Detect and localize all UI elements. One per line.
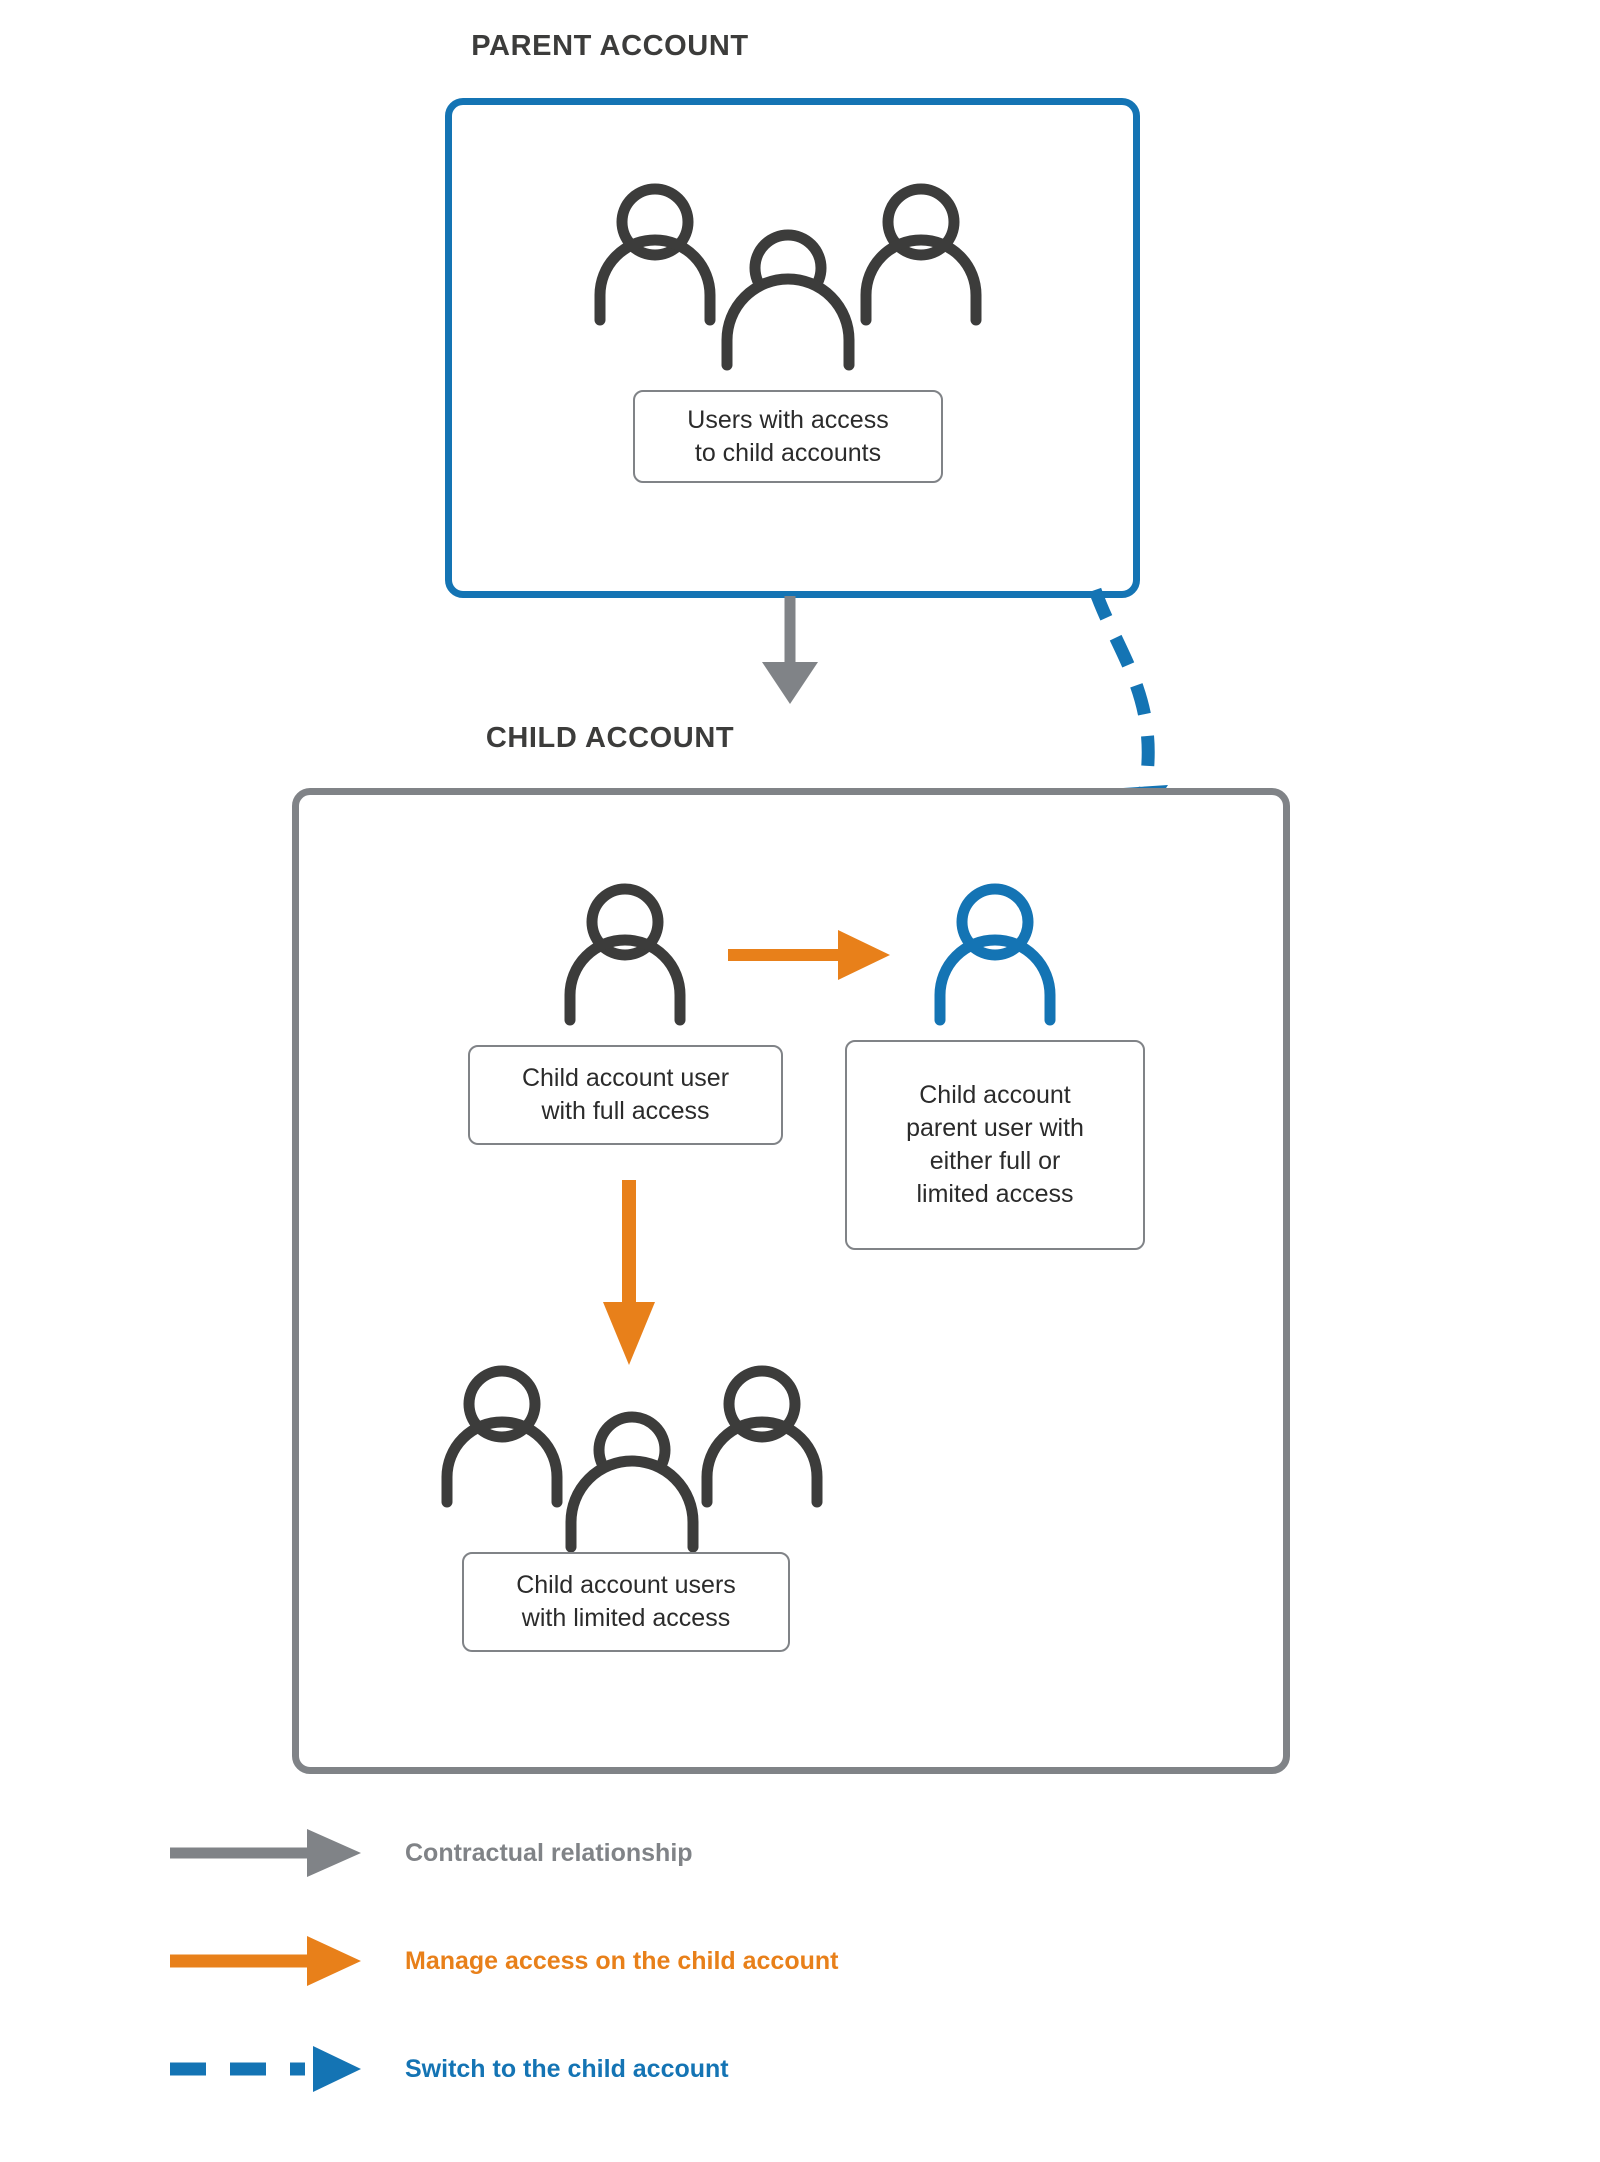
- legend-item-switch-account: [165, 2041, 1365, 2097]
- three-people-icon: [588, 180, 988, 365]
- child-parent-user-caption: Child account parent user with either full or limited access: [845, 1040, 1145, 1250]
- legend-arrow-orange: [165, 1933, 375, 1989]
- three-people-icon-limited: [437, 1362, 827, 1547]
- child-full-access-caption: Child account user with full access: [468, 1045, 783, 1145]
- child-account-title: CHILD ACCOUNT: [485, 722, 735, 754]
- arrow-grey-down: [745, 596, 855, 716]
- arrow-orange-right: [728, 925, 908, 985]
- person-icon-blue: [930, 880, 1060, 1020]
- legend-arrow-grey: [165, 1825, 375, 1881]
- legend-label-contractual: Contractual relationship: [405, 1838, 693, 1867]
- legend-arrow-blue-dashed: [165, 2041, 375, 2097]
- legend-item-manage-access: [165, 1933, 1365, 1989]
- person-icon: [560, 880, 690, 1020]
- legend-item-contractual: [165, 1825, 1365, 1881]
- child-limited-access-caption: Child account users with limited access: [462, 1552, 790, 1652]
- legend: [165, 1825, 1365, 2097]
- arrow-orange-down: [595, 1180, 675, 1380]
- legend-label-switch-account: Switch to the child account: [405, 2054, 729, 2083]
- parent-account-title: PARENT ACCOUNT: [471, 30, 749, 62]
- parent-users-caption: Users with access to child accounts: [633, 390, 943, 483]
- legend-label-manage-access: Manage access on the child account: [405, 1946, 839, 1975]
